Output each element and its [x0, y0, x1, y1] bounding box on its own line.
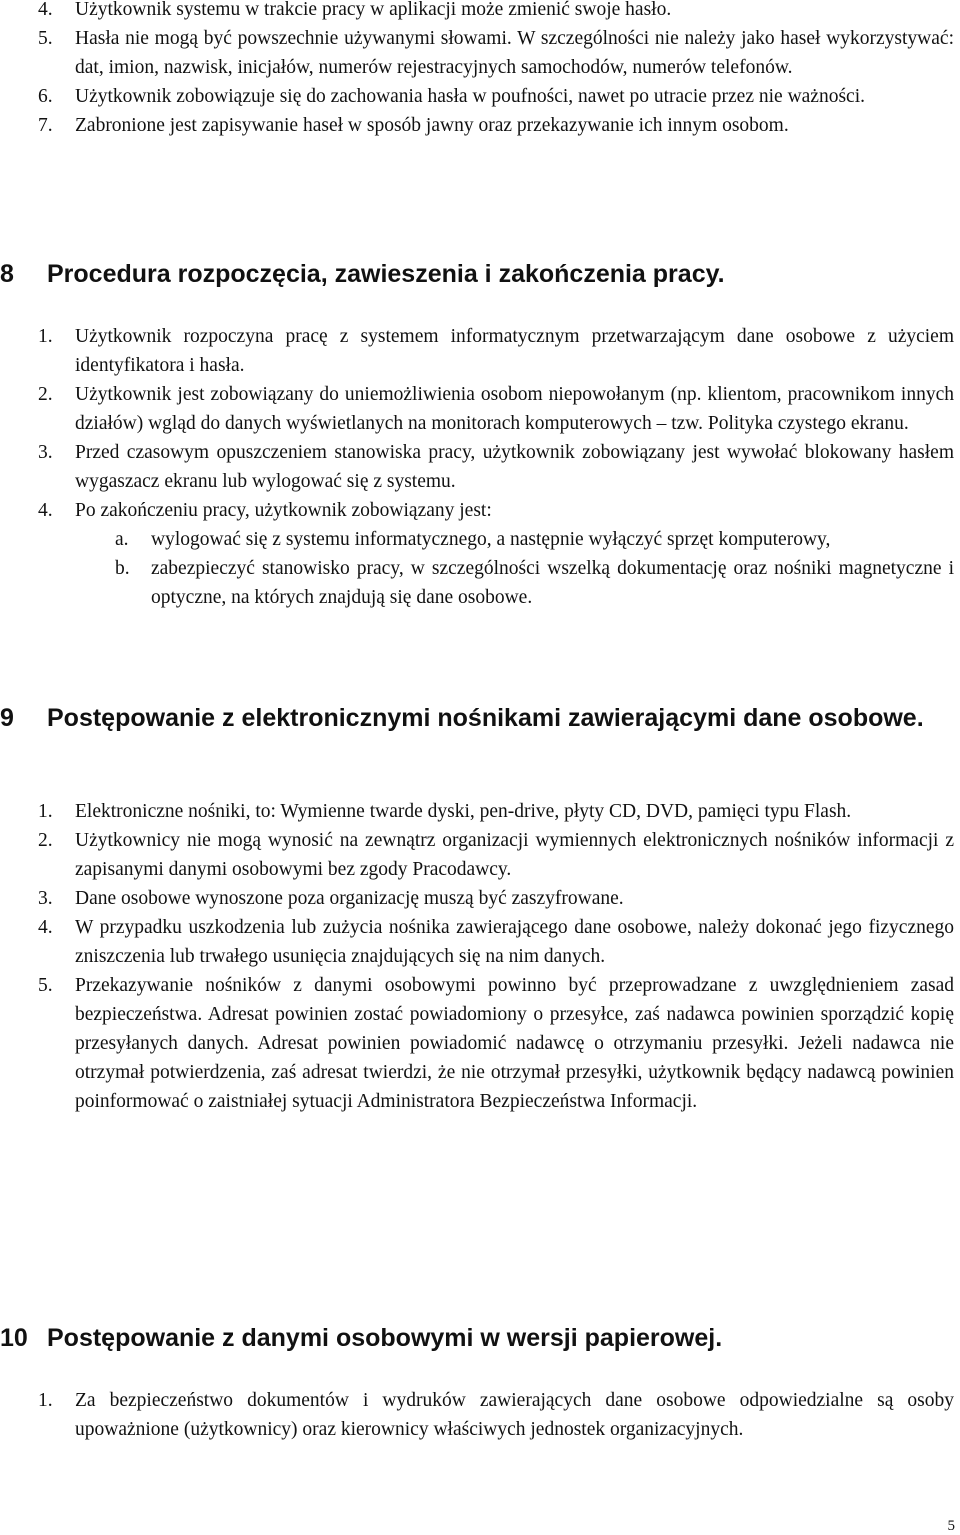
list-item-number: 1. [38, 326, 53, 347]
section-number: 10 [0, 1324, 28, 1352]
sub-list-item [0, 525, 960, 554]
list-item-text: Użytkownik rozpoczyna pracę z systemem informatycznym przetwarzającym dane osobowe z użyciem identyfikatora i hasła. [75, 326, 954, 376]
list-item-text: Przed czasowym opuszczeniem stanowiska pracy, użytkownik zobowiązany jest wywołać blokowany hasłem wygaszacz ekranu lub wylogować się z systemu. [75, 442, 954, 492]
list-item [0, 111, 960, 140]
list-item [0, 0, 960, 24]
list-item-number: 2. [38, 384, 53, 405]
list-item-text: Po zakończeniu pracy, użytkownik zobowiązany jest: [75, 500, 492, 521]
sub-list-item-letter: b. [115, 558, 130, 579]
list-item-number: 4. [38, 500, 53, 521]
list-item-number: 3. [38, 888, 53, 909]
list-item [0, 826, 960, 884]
list-item-number: 4. [38, 0, 53, 20]
list-item-text: Użytkownik zobowiązuje się do zachowania hasła w poufności, nawet po utracie przez nie ważności. [75, 86, 865, 107]
list-item-text: Przekazywanie nośników z danymi osobowymi powinno być przeprowadzane z uwzględnieniem zasad bezpieczeństwa. Adresat powinien zostać powiadomiony o przesyłce, zaś nadawca powinien sporządzić kopię przesyłanych danych. Adresat powinien powiadomić nadawcę o otrzymaniu przesyłki. Jeżeli nadawca nie otrzymał potwierdzenia, zaś adresat twierdzi, że nie otrzymał przesyłki, użytkownik będący nadawcą powinien poinformować o zaistniałej sytuacji Administratora Bezpieczeństwa Informacji. [75, 975, 954, 1112]
list-item-number: 2. [38, 830, 53, 851]
section-number: 9 [0, 704, 14, 732]
list-item [0, 24, 960, 82]
list-item-text: Za bezpieczeństwo dokumentów i wydruków zawierających dane osobowe odpowiedzialne są osoby upoważnione (użytkownicy) oraz kierownicy właściwych jednostek organizacyjnych. [75, 1390, 954, 1440]
section-title: Procedura rozpoczęcia, zawieszenia i zakończenia pracy. [47, 260, 725, 288]
list-item-text: W przypadku uszkodzenia lub zużycia nośnika zawierającego dane osobowe, należy dokonać jego fizycznego zniszczenia lub trwałego usunięcia znajdujących się na nim danych. [75, 917, 954, 967]
list-item [0, 971, 960, 1116]
list-item [0, 82, 960, 111]
section-8-heading [0, 256, 960, 292]
list-item-text: Dane osobowe wynoszone poza organizację muszą być zaszyfrowane. [75, 888, 624, 909]
list-item [0, 322, 960, 380]
list-item [0, 380, 960, 438]
list-item [0, 438, 960, 496]
list-item-number: 5. [38, 28, 53, 49]
section-8-list [0, 322, 960, 612]
list-item-number: 3. [38, 442, 53, 463]
list-item-number: 1. [38, 801, 53, 822]
section-10-list [0, 1386, 960, 1444]
list-item-text: Hasła nie mogą być powszechnie używanymi słowami. W szczególności nie należy jako haseł wykorzystywać: dat, imion, nazwisk, inicjałów, numerów rejestracyjnych samochodów, numerów telefonów. [75, 28, 954, 78]
list-item-number: 4. [38, 917, 53, 938]
sub-list-item-letter: a. [115, 529, 129, 550]
list-item [0, 1386, 960, 1444]
list-item-number: 6. [38, 86, 53, 107]
list-item [0, 496, 960, 525]
list-item-text: Użytkownik jest zobowiązany do uniemożliwienia osobom niepowołanym (np. klientom, pracownikom innych działów) wgląd do danych wyświetlanych na monitorach komputerowych – tzw. Polityka czystego ekranu. [75, 384, 954, 434]
section-title: Postępowanie z danymi osobowymi w wersji papierowej. [47, 1324, 723, 1352]
list-item-number: 1. [38, 1390, 53, 1411]
list-item-number: 7. [38, 115, 53, 136]
sub-list-item [0, 554, 960, 612]
list-item [0, 884, 960, 913]
section-10-heading [0, 1320, 960, 1356]
list-item [0, 913, 960, 971]
list-item-text: Użytkownicy nie mogą wynosić na zewnątrz organizacji wymiennych elektronicznych nośników informacji z zapisanymi danymi osobowymi bez zgody Pracodawcy. [75, 830, 954, 880]
sub-list-item-text: wylogować się z systemu informatycznego, a następnie wyłączyć sprzęt komputerowy, [151, 529, 831, 550]
section-title: Postępowanie z elektronicznymi nośnikami zawierającymi dane osobowe. [47, 704, 924, 732]
list-item-number: 5. [38, 975, 53, 996]
password-rules-list [0, 0, 960, 140]
list-item-text: Użytkownik systemu w trakcie pracy w aplikacji może zmienić swoje hasło. [75, 0, 672, 20]
section-9-list [0, 797, 960, 1116]
section-number: 8 [0, 260, 14, 288]
list-item [0, 797, 960, 826]
section-9-heading [0, 700, 952, 736]
sub-list-item-text: zabezpieczyć stanowisko pracy, w szczególności wszelką dokumentację oraz nośniki magnetyczne i optyczne, na których znajdują się dane osobowe. [151, 558, 954, 608]
list-item-text: Zabronione jest zapisywanie haseł w sposób jawny oraz przekazywanie ich innym osobom. [75, 115, 789, 136]
page-number: 5 [947, 1518, 955, 1534]
list-item-text: Elektroniczne nośniki, to: Wymienne twarde dyski, pen-drive, płyty CD, DVD, pamięci typu Flash. [75, 801, 852, 822]
